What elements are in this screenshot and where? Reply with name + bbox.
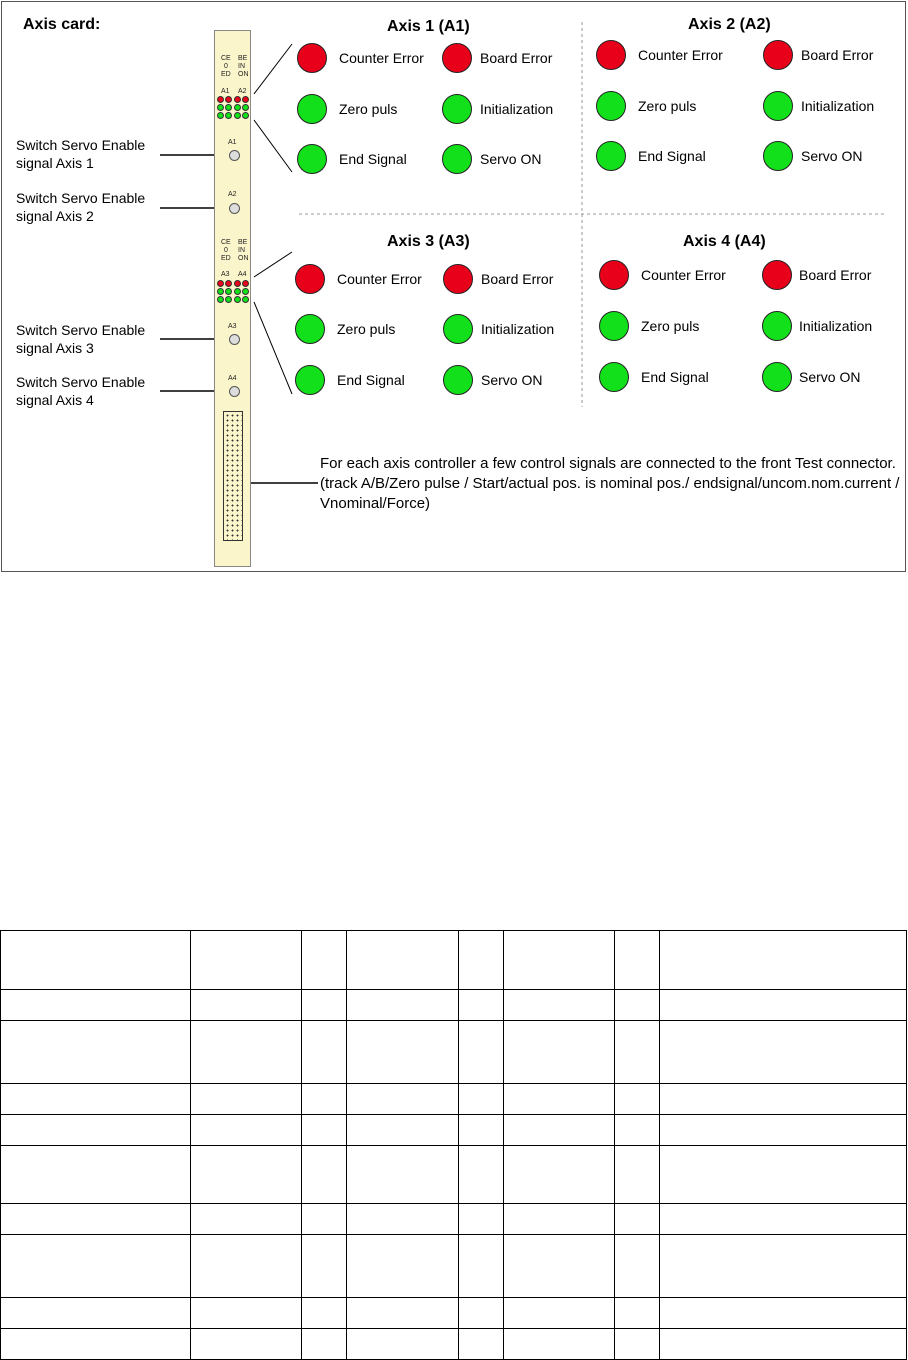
table-cell [504,1115,615,1146]
led-label-axis-4: Counter Error [641,267,726,283]
led-board-error-axis-1 [442,43,472,73]
led-label-axis-4: End Signal [641,369,709,385]
table-cell [459,1235,504,1298]
table-cell [615,1084,660,1115]
led-initialization-axis-3 [443,314,473,344]
table-cell [504,1204,615,1235]
axis-card-panel: CE BE 0 IN ED ON A1 A2 A1 A2 CE BE 0 IN ED ON A3 A4 A3 A4 [214,30,251,567]
table-cell [301,1084,346,1115]
led-label-axis-1: Zero puls [339,101,398,117]
axis-card-figure [1,1,906,572]
table-cell [504,1084,615,1115]
led-label-axis-1: End Signal [339,151,407,167]
table-cell [459,1084,504,1115]
table-cell [346,1021,459,1084]
led-servo-on-axis-2 [763,141,793,171]
table-row [1,990,907,1021]
table-cell [301,1021,346,1084]
table-cell [1,990,191,1021]
table-cell [346,1204,459,1235]
table-cell [1,1298,191,1329]
table-cell [660,1146,907,1204]
table-cell [615,1235,660,1298]
table-cell [190,1298,301,1329]
switch-caption-axis-2: Switch Servo Enable signal Axis 2 [16,190,146,224]
led-end-signal-axis-4 [599,362,629,392]
table-cell [346,1084,459,1115]
led-label-axis-2: End Signal [638,148,706,164]
table-cell [301,931,346,990]
table-row [1,1329,907,1360]
table-cell [459,1146,504,1204]
switch-caption-axis-3: Switch Servo Enable signal Axis 3 [16,322,146,356]
led-board-error-axis-3 [443,264,473,294]
table-cell [660,1235,907,1298]
servo-enable-switch-a1[interactable] [229,150,240,161]
table-cell [459,1204,504,1235]
table-cell [346,1146,459,1204]
table-cell [1,1115,191,1146]
table-cell [301,1329,346,1360]
led-label-axis-3: Zero puls [337,321,396,337]
table-row [1,1021,907,1084]
led-label-axis-3: End Signal [337,372,405,388]
table-cell [346,1235,459,1298]
led-label-axis-3: Servo ON [481,372,543,388]
table-cell [660,990,907,1021]
table-cell [504,990,615,1021]
led-end-signal-axis-1 [297,144,327,174]
table-cell [615,1298,660,1329]
led-initialization-axis-2 [763,91,793,121]
led-board-error-axis-2 [763,40,793,70]
axis-4-title: Axis 4 (A4) [683,233,766,250]
table-cell [459,1329,504,1360]
table-cell [1,931,191,990]
table-cell [660,1084,907,1115]
table-cell [459,1298,504,1329]
table-cell [190,1204,301,1235]
table-cell [1,1235,191,1298]
table-cell [346,1115,459,1146]
table-row [1,931,907,990]
table-cell [346,1298,459,1329]
empty-table [0,930,907,1360]
table-cell [615,1115,660,1146]
table-cell [190,1146,301,1204]
led-label-axis-2: Zero puls [638,98,697,114]
table-cell [301,1204,346,1235]
table-cell [1,1084,191,1115]
led-label-axis-1: Board Error [480,50,553,66]
table-row [1,1146,907,1204]
led-label-axis-2: Counter Error [638,47,723,63]
led-label-axis-1: Counter Error [339,50,424,66]
led-label-axis-1: Servo ON [480,151,542,167]
table-cell [301,1235,346,1298]
switch-caption-axis-1: Switch Servo Enable signal Axis 1 [16,137,146,171]
figure-title: Axis card: [23,16,101,33]
table-cell [190,1021,301,1084]
led-board-error-axis-4 [762,260,792,290]
servo-enable-switch-a2[interactable] [229,203,240,214]
led-counter-error-axis-3 [295,264,325,294]
led-counter-error-axis-4 [599,260,629,290]
led-initialization-axis-4 [762,311,792,341]
table-cell [1,1021,191,1084]
table-cell [459,990,504,1021]
led-initialization-axis-1 [442,94,472,124]
table-cell [459,931,504,990]
axis-3-title: Axis 3 (A3) [387,233,470,250]
table-cell [301,1298,346,1329]
table-cell [1,1204,191,1235]
table-cell [660,931,907,990]
table-cell [615,1329,660,1360]
led-label-axis-4: Zero puls [641,318,700,334]
led-servo-on-axis-3 [443,365,473,395]
table-cell [504,1021,615,1084]
led-label-axis-4: Servo ON [799,369,861,385]
table-cell [504,1298,615,1329]
led-label-axis-3: Board Error [481,271,554,287]
servo-enable-switch-a4[interactable] [229,386,240,397]
table-cell [615,1204,660,1235]
table-cell [346,990,459,1021]
table-cell [615,990,660,1021]
led-label-axis-4: Board Error [799,267,872,283]
led-counter-error-axis-2 [596,40,626,70]
axis-1-title: Axis 1 (A1) [387,18,470,35]
table-cell [301,990,346,1021]
table-cell [660,1115,907,1146]
table-cell [459,1115,504,1146]
led-zero-puls-axis-1 [297,94,327,124]
led-label-axis-3: Counter Error [337,271,422,287]
table-cell [660,1021,907,1084]
table-cell [301,1146,346,1204]
axis-2-title: Axis 2 (A2) [688,16,771,33]
table-cell [346,1329,459,1360]
led-label-axis-2: Board Error [801,47,874,63]
table-cell [504,1235,615,1298]
table-cell [190,931,301,990]
table-cell [615,1146,660,1204]
table-row [1,1298,907,1329]
table-cell [660,1329,907,1360]
table-cell [660,1204,907,1235]
table-cell [1,1146,191,1204]
table-cell [190,990,301,1021]
led-label-axis-1: Initialization [480,101,554,117]
table-cell [615,931,660,990]
led-servo-on-axis-1 [442,144,472,174]
table-cell [190,1084,301,1115]
table-cell [1,1329,191,1360]
servo-enable-switch-a3[interactable] [229,334,240,345]
led-servo-on-axis-4 [762,362,792,392]
table-cell [504,1146,615,1204]
led-label-axis-2: Initialization [801,98,875,114]
front-test-connector [223,411,243,541]
table-cell [346,931,459,990]
table-row [1,1204,907,1235]
led-label-axis-4: Initialization [799,318,873,334]
table-cell [301,1115,346,1146]
table-cell [190,1329,301,1360]
led-label-axis-3: Initialization [481,321,555,337]
table-cell [615,1021,660,1084]
led-end-signal-axis-2 [596,141,626,171]
table-cell [459,1021,504,1084]
table-cell [190,1235,301,1298]
led-end-signal-axis-3 [295,365,325,395]
table-cell [504,1329,615,1360]
led-zero-puls-axis-2 [596,91,626,121]
led-label-axis-2: Servo ON [801,148,863,164]
table-cell [660,1298,907,1329]
table-cell [190,1115,301,1146]
led-counter-error-axis-1 [297,43,327,73]
connector-note: For each axis controller a few control signals are connected to the front Test connector. (track A/B/Zero pulse / Start/actual pos. is nominal pos./ endsignal/uncom.nom.current / Vnominal/Force) [320,455,900,512]
table-row [1,1115,907,1146]
table-row [1,1084,907,1115]
switch-caption-axis-4: Switch Servo Enable signal Axis 4 [16,374,146,408]
table-cell [504,931,615,990]
led-zero-puls-axis-3 [295,314,325,344]
table-row [1,1235,907,1298]
led-zero-puls-axis-4 [599,311,629,341]
